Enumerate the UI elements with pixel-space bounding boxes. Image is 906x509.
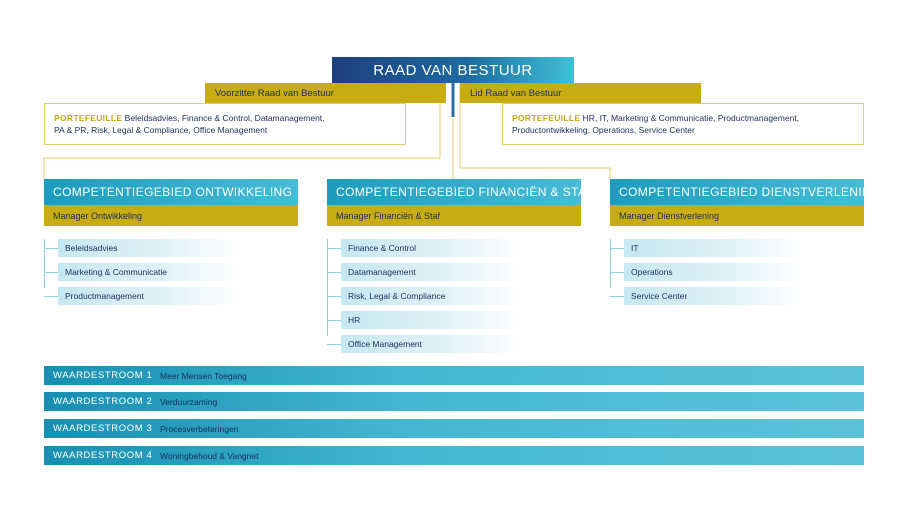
list-item-label: Marketing & Communicatie: [58, 263, 238, 281]
value-stream-4: [44, 446, 864, 465]
competence-financien-staf-title: COMPETENTIEGEBIED FINANCIËN & STAF: [327, 179, 581, 205]
member-portfolio-line2: Productontwikkeling, Operations, Service Center: [512, 125, 695, 135]
chair-portfolio-line2: PA & PR, Risk, Legal & Compliance, Office Management: [54, 125, 268, 135]
list-item: [44, 239, 238, 257]
competence-financien-staf: [327, 179, 595, 349]
list-item: [610, 263, 804, 281]
member-portfolio-line1: HR, IT, Marketing & Communicatie, Productmanagement,: [582, 113, 800, 123]
list-item-label: Office Management: [341, 335, 521, 353]
member-portfolio-key: PORTEFEUILLE: [512, 113, 581, 123]
list-item-label: Productmanagement: [58, 287, 238, 305]
value-stream-name: WAARDESTROOM 4: [53, 450, 153, 461]
list-item-label: HR: [341, 311, 521, 329]
value-stream-name: WAARDESTROOM 3: [53, 423, 153, 434]
value-stream-name: WAARDESTROOM 2: [53, 396, 153, 407]
value-stream-title: Verduurzaming: [160, 396, 218, 407]
list-item: [610, 239, 804, 257]
list-item-label: Risk, Legal & Compliance: [341, 287, 521, 305]
value-stream-1: [44, 366, 864, 385]
chair-portfolio-box: [44, 103, 406, 145]
board-title: RAAD VAN BESTUUR: [373, 61, 533, 79]
list-item: [327, 311, 521, 329]
value-stream-name: WAARDESTROOM 1: [53, 370, 153, 381]
list-item-label: Finance & Control: [341, 239, 521, 257]
member-portfolio-box: [502, 103, 864, 145]
chair-portfolio-key: PORTEFEUILLE: [54, 113, 123, 123]
list-item-label: Operations: [624, 263, 804, 281]
board-title-box: [332, 57, 574, 83]
list-item-label: Service Center: [624, 287, 804, 305]
chair-portfolio-line1: Beleidsadvies, Finance & Control, Datamanagement,: [124, 113, 325, 123]
value-stream-3: [44, 419, 864, 438]
list-item: [44, 263, 238, 281]
member-role-bar: [460, 83, 701, 103]
list-item-label: Datamanagement: [341, 263, 521, 281]
competence-ontwikkeling: [44, 179, 298, 301]
value-stream-2: [44, 392, 864, 411]
competence-financien-staf-manager: Manager Financiën & Staf: [327, 205, 581, 226]
competence-ontwikkeling-title: COMPETENTIEGEBIED ONTWIKKELING: [44, 179, 298, 205]
competence-ontwikkeling-manager: Manager Ontwikkeling: [44, 205, 298, 226]
chair-role-bar: [205, 83, 446, 103]
list-item: [44, 287, 238, 305]
list-item-label: Beleidsadvies: [58, 239, 238, 257]
competence-dienstverlening: [610, 179, 881, 301]
list-item: [610, 287, 804, 305]
value-stream-title: Procesverbeteringen: [160, 423, 239, 434]
list-item-label: IT: [624, 239, 804, 257]
list-item: [327, 287, 521, 305]
list-item: [327, 239, 521, 257]
member-role: Lid Raad van Bestuur: [470, 87, 562, 99]
value-stream-title: Meer Mensen Toegang: [160, 370, 247, 381]
chair-role: Voorzitter Raad van Bestuur: [215, 87, 334, 99]
value-stream-title: Woningbehoud & Vangnet: [160, 450, 259, 461]
competence-dienstverlening-manager: Manager Dienstverlening: [610, 205, 864, 226]
competence-dienstverlening-title: COMPETENTIEGEBIED DIENSTVERLENING: [610, 179, 864, 205]
list-item: [327, 263, 521, 281]
list-item: [327, 335, 521, 353]
